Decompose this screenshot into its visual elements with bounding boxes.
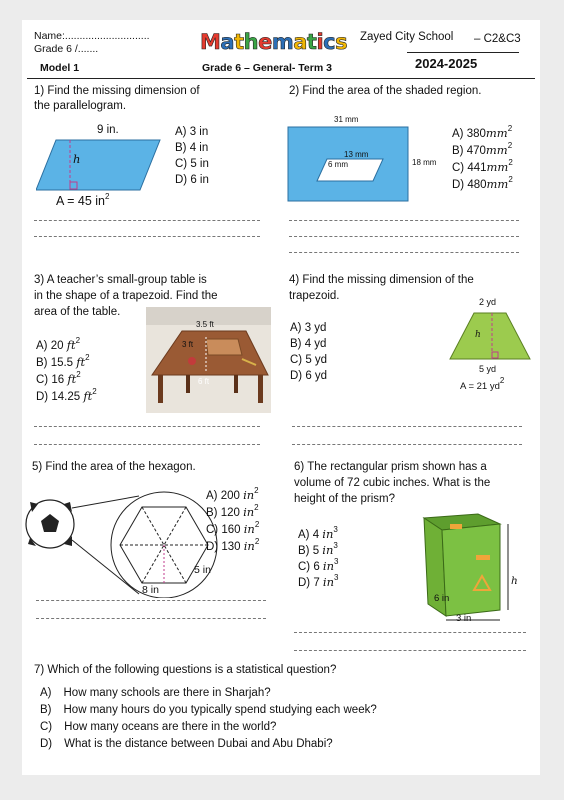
q2-inner-height-label: 6 mm: [328, 160, 348, 169]
parallelogram-shape: [36, 140, 160, 190]
q6-option-b[interactable]: B) 5 $in^3$: [298, 541, 338, 557]
q5-answer-line: [36, 600, 266, 601]
q4-answer-line: [292, 426, 522, 427]
q4-option-b[interactable]: B) 4 yd: [290, 338, 327, 350]
table-leg: [234, 375, 238, 393]
subtitle: Grade 6 – General- Term 3: [202, 62, 332, 74]
open-book: [206, 339, 242, 355]
q3-option-c[interactable]: C) 16 $ft^2$: [36, 370, 81, 386]
q5-option-a[interactable]: A) 200 $in^2$: [206, 486, 259, 502]
q3-prompt-line2: in the shape of a trapezoid. Find the: [34, 290, 218, 302]
q3-height-label: 3 ft: [182, 340, 194, 349]
q1-option-a[interactable]: A) 3 in: [175, 126, 209, 138]
q6-option-c[interactable]: C) 6 $in^3$: [298, 557, 339, 573]
q2-answer-line: [289, 220, 519, 221]
header-divider: [27, 78, 535, 79]
prism-front-face: [442, 524, 500, 616]
model-label: Model 1: [40, 62, 80, 74]
q4-option-c[interactable]: C) 5 yd: [290, 354, 328, 366]
q6-option-a[interactable]: A) 4 $in^3$: [298, 525, 338, 541]
q3-bottom-label: 6 ft: [198, 377, 210, 386]
q7-option-b[interactable]: B) How many hours do you typically spend studying each week?: [40, 704, 377, 716]
q4-trapezoid-figure: [448, 311, 532, 361]
q4-prompt-line2: trapezoid.: [289, 290, 340, 302]
school-year: 2024-2025: [415, 56, 478, 71]
q4-area-label: A = 21 $yd^2$: [460, 376, 505, 392]
q6-prompt-line2: volume of 72 cubic inches. What is the: [294, 477, 491, 489]
q5-answer-line: [36, 618, 266, 619]
q6-prism-figure: [420, 510, 520, 626]
q5-option-d[interactable]: D) 130 $in^2$: [206, 537, 260, 553]
q6-depth-label: 6 in: [434, 593, 450, 604]
inner-parallelogram: [317, 159, 383, 181]
q3-option-a[interactable]: A) 20 $ft^2$: [36, 336, 81, 352]
q3-option-d[interactable]: D) 14.25 $ft^2$: [36, 387, 97, 403]
q6-answer-line: [294, 632, 526, 633]
q2-prompt: 2) Find the area of the shaded region.: [289, 85, 482, 97]
q7-option-a[interactable]: A) How many schools are there in Sharjah?: [40, 687, 271, 699]
q4-top-label: 2 yd: [479, 297, 497, 307]
q6-answer-line: [294, 650, 526, 651]
worksheet-page: [22, 20, 540, 775]
q1-answer-line: [34, 220, 260, 221]
q3-top-label: 3.5 ft: [196, 320, 214, 329]
mathematics-logo: Mathematics: [200, 30, 348, 54]
q4-option-d[interactable]: D) 6 yd: [290, 370, 328, 382]
year-overline: [407, 52, 519, 53]
q5-base-label: 8 in: [142, 584, 159, 596]
q2-top-label: 31 mm: [334, 115, 359, 124]
trapezoid-shape: [450, 313, 530, 359]
q3-prompt-line1: 3) A teacher’s small-group table is: [34, 274, 207, 286]
q1-answer-line: [34, 236, 260, 237]
apple: [188, 357, 196, 365]
q6-prompt-line3: height of the prism?: [294, 493, 396, 505]
q7-option-d[interactable]: D) What is the distance between Dubai and Abu Dhabi?: [40, 738, 333, 750]
q7-option-c[interactable]: C) How many oceans are there in the world?: [40, 721, 277, 733]
q1-top-label: 9 in.: [97, 124, 119, 136]
q3-answer-line: [34, 426, 260, 427]
q2-answer-line: [289, 252, 519, 253]
q6-prompt-line1: 6) The rectangular prism shown has a: [294, 461, 487, 473]
q3-prompt-line3: area of the table.: [34, 306, 121, 318]
q4-height-label: h: [475, 330, 481, 340]
q2-option-b[interactable]: B) $470mm^2$: [452, 141, 513, 157]
name-field-label: Name:.............................: [34, 30, 150, 42]
q2-right-label: 18 mm: [412, 158, 437, 167]
q2-option-c[interactable]: C) $441mm^2$: [452, 158, 513, 174]
q1-area-label: A = 45 $in^2$: [56, 192, 110, 208]
handle: [476, 555, 490, 560]
q5-option-b[interactable]: B) 120 $in^2$: [206, 503, 259, 519]
q1-height-label: h: [73, 152, 81, 166]
q2-shaded-region-figure: [287, 126, 409, 202]
q1-option-b[interactable]: B) 4 in: [175, 142, 209, 154]
school-name: Zayed City School: [360, 31, 454, 43]
q6-option-d[interactable]: D) 7 $in^3$: [298, 573, 339, 589]
table-leg: [158, 375, 163, 403]
q1-option-c[interactable]: C) 5 in: [175, 158, 209, 170]
handle: [450, 524, 462, 529]
q2-option-d[interactable]: D) $480mm^2$: [452, 175, 513, 191]
q6-height-label: h: [511, 575, 518, 587]
q7-prompt: 7) Which of the following questions is a statistical question?: [34, 664, 337, 676]
q2-inner-top-label: 13 mm: [344, 150, 369, 159]
q1-prompt-line1: 1) Find the missing dimension of: [34, 85, 200, 97]
class-codes: – C2&C3: [474, 33, 521, 45]
q5-side-label: 5 in: [194, 564, 211, 576]
q2-option-a[interactable]: A) $380mm^2$: [452, 124, 513, 140]
q3-option-b[interactable]: B) 15.5 $ft^2$: [36, 353, 90, 369]
q4-bottom-label: 5 yd: [479, 364, 497, 374]
q5-prompt: 5) Find the area of the hexagon.: [32, 461, 196, 473]
q2-answer-line: [289, 236, 519, 237]
q1-prompt-line2: the parallelogram.: [34, 100, 127, 112]
q1-option-d[interactable]: D) 6 in: [175, 174, 209, 186]
q6-width-label: 3 in: [456, 613, 472, 624]
table-leg: [258, 375, 263, 403]
q4-option-a[interactable]: A) 3 yd: [290, 322, 327, 334]
grade-field-label: Grade 6 /.......: [34, 43, 99, 55]
table-leg: [186, 375, 190, 393]
q4-answer-line: [292, 444, 522, 445]
q5-option-c[interactable]: C) 160 $in^2$: [206, 520, 260, 536]
q4-prompt-line1: 4) Find the missing dimension of the: [289, 274, 474, 286]
q3-answer-line: [34, 444, 260, 445]
q5-hexagon-figure: [24, 490, 234, 598]
